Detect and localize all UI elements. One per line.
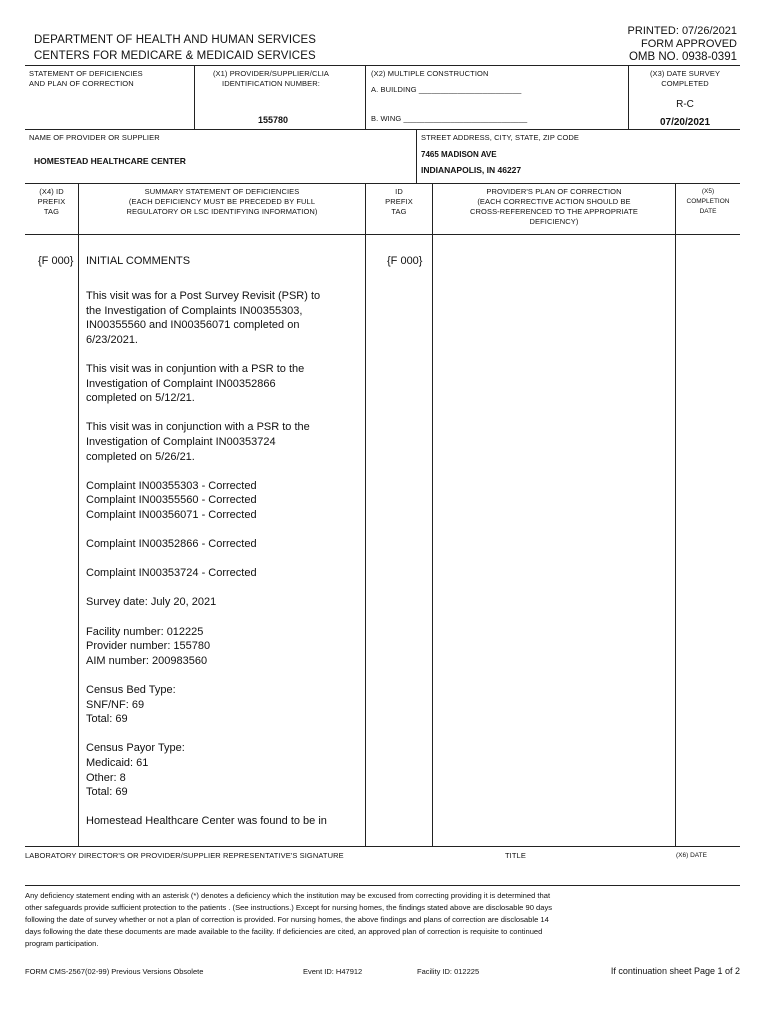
department-name: DEPARTMENT OF HEALTH AND HUMAN SERVICES bbox=[34, 34, 317, 46]
paragraph-complaint-353724: This visit was in conjunction with a PSR to the Investigation of Complaint IN00353724 completed on 5/26/21. bbox=[86, 421, 310, 463]
rule-v2 bbox=[365, 65, 366, 129]
paragraph-corrected-353724: Complaint IN00353724 - Corrected bbox=[86, 567, 257, 580]
omb-number: OMB NO. 0938-0391 bbox=[628, 51, 737, 63]
statement-label: STATEMENT OF DEFICIENCIES AND PLAN OF CORRECTION bbox=[29, 69, 143, 88]
entry-body bbox=[86, 289, 361, 829]
rule-col-id bbox=[432, 183, 433, 846]
id-header: ID PREFIX TAG bbox=[385, 187, 413, 216]
rule-v-provider bbox=[416, 129, 417, 183]
x2-label: (X2) MULTIPLE CONSTRUCTION bbox=[371, 69, 489, 78]
x1-label: (X1) PROVIDER/SUPPLIER/CLIA IDENTIFICATION NUMBER: bbox=[212, 69, 330, 88]
date-label: (X6) DATE bbox=[676, 852, 707, 859]
x2-building: A. BUILDING ________________________ bbox=[371, 85, 522, 94]
city-state-zip: INDIANAPOLIS, IN 46227 bbox=[421, 165, 522, 175]
provider-number: 155780 bbox=[258, 115, 289, 125]
x2-wing: B. WING _____________________________ bbox=[371, 114, 528, 123]
form-approved: FORM APPROVED bbox=[641, 38, 737, 50]
entry-title: INITIAL COMMENTS bbox=[86, 255, 191, 267]
form-number: FORM CMS-2567(02-99) Previous Versions Obsolete bbox=[25, 967, 204, 976]
paragraph-corrected-list: Complaint IN00355303 - Corrected Complaint IN00355560 - Corrected Complaint IN00356071 - Corrected bbox=[86, 479, 257, 521]
facility-id: Facility ID: 012225 bbox=[417, 967, 480, 976]
summary-header: SUMMARY STATEMENT OF DEFICIENCIES (EACH DEFICIENCY MUST BE PRECEDED BY FULL REGULATORY OR LSC IDENTIFYING INFORMATION) bbox=[126, 187, 318, 216]
rule-signature-bottom bbox=[25, 885, 740, 886]
x5-header: (X5) COMPLETION DATE bbox=[686, 188, 730, 215]
street-address: 7465 MADISON AVE bbox=[421, 150, 497, 159]
paragraph-census-bed: Census Bed Type: SNF/NF: 69 Total: 69 bbox=[86, 684, 176, 726]
plan-header: PROVIDER'S PLAN OF CORRECTION (EACH CORRECTIVE ACTION SHOULD BE CROSS-REFERENCED TO THE APPROPRIATE DEFICIENCY) bbox=[470, 187, 638, 226]
rule-top bbox=[25, 65, 740, 66]
signature-label: LABORATORY DIRECTOR'S OR PROVIDER/SUPPLIER REPRESENTATIVE'S SIGNATURE bbox=[25, 851, 344, 860]
x3-label: (X3) DATE SURVEY COMPLETED bbox=[649, 69, 721, 88]
paragraph-census-payor: Census Payor Type: Medicaid: 61 Other: 8 Total: 69 bbox=[86, 742, 185, 799]
rule-col-x4 bbox=[78, 183, 79, 846]
rule-col-summary bbox=[365, 183, 366, 846]
tag-prefix-left: {F 000} bbox=[38, 255, 74, 267]
paragraph-psr: This visit was for a Post Survey Revisit (PSR) to the Investigation of Complaints IN00355303, IN00355560 and IN00356071 completed on 6/23/2021. bbox=[86, 290, 321, 346]
rule-col-plan bbox=[675, 183, 676, 846]
paragraph-survey-date: Survey date: July 20, 2021 bbox=[86, 596, 217, 609]
rule-provider-bottom bbox=[25, 183, 740, 184]
disclaimer: Any deficiency statement ending with an asterisk (*) denotes a deficiency which the institution may be excused from correcting providing it is determined that other safeguards provide sufficient protection to the patients . (See instructions.) Except for nursing homes, the findings stated above are disclosable 90 days following the date of survey whether or not a plan of correction is provided. For nursing homes, the above findings and plans of correction are disclosable 14 days following the date these documents are made available to the facility. If deficiencies are cited, an approved plan of correction is requisite to continued program participation. bbox=[25, 891, 553, 948]
paragraph-found: Homestead Healthcare Center was found to be in bbox=[86, 815, 327, 828]
survey-rc: R-C bbox=[676, 99, 694, 110]
rule-idrow-bottom bbox=[25, 129, 740, 130]
form-info bbox=[628, 25, 737, 64]
paragraph-complaint-352866: This visit was in conjuntion with a PSR to the Investigation of Complaint IN00352866 completed on 5/12/21. bbox=[86, 362, 305, 405]
department-header bbox=[34, 32, 316, 64]
rule-body-bottom bbox=[25, 846, 740, 847]
tag-prefix-right: {F 000} bbox=[387, 255, 423, 267]
paragraph-corrected-352866: Complaint IN00352866 - Corrected bbox=[86, 538, 257, 551]
rule-v3 bbox=[628, 65, 629, 129]
address-label: STREET ADDRESS, CITY, STATE, ZIP CODE bbox=[421, 133, 580, 142]
provider-name-label: NAME OF PROVIDER OR SUPPLIER bbox=[29, 133, 160, 142]
continuation-page: If continuation sheet Page 1 of 2 bbox=[610, 966, 740, 976]
rule-colhead-bottom bbox=[25, 234, 740, 235]
title-label: TITLE bbox=[505, 851, 526, 860]
rule-v1 bbox=[194, 65, 195, 129]
survey-date: 07/20/2021 bbox=[659, 117, 711, 128]
event-id: Event ID: H47912 bbox=[303, 967, 363, 976]
paragraph-facility-numbers: Facility number: 012225 Provider number: 155780 AIM number: 200983560 bbox=[86, 625, 211, 667]
x4-header: (X4) ID PREFIX TAG bbox=[37, 187, 66, 216]
printed-date: PRINTED: 07/26/2021 bbox=[627, 25, 737, 37]
provider-name: HOMESTEAD HEALTHCARE CENTER bbox=[34, 156, 186, 166]
agency-name: CENTERS FOR MEDICARE & MEDICAID SERVICES bbox=[34, 50, 316, 62]
